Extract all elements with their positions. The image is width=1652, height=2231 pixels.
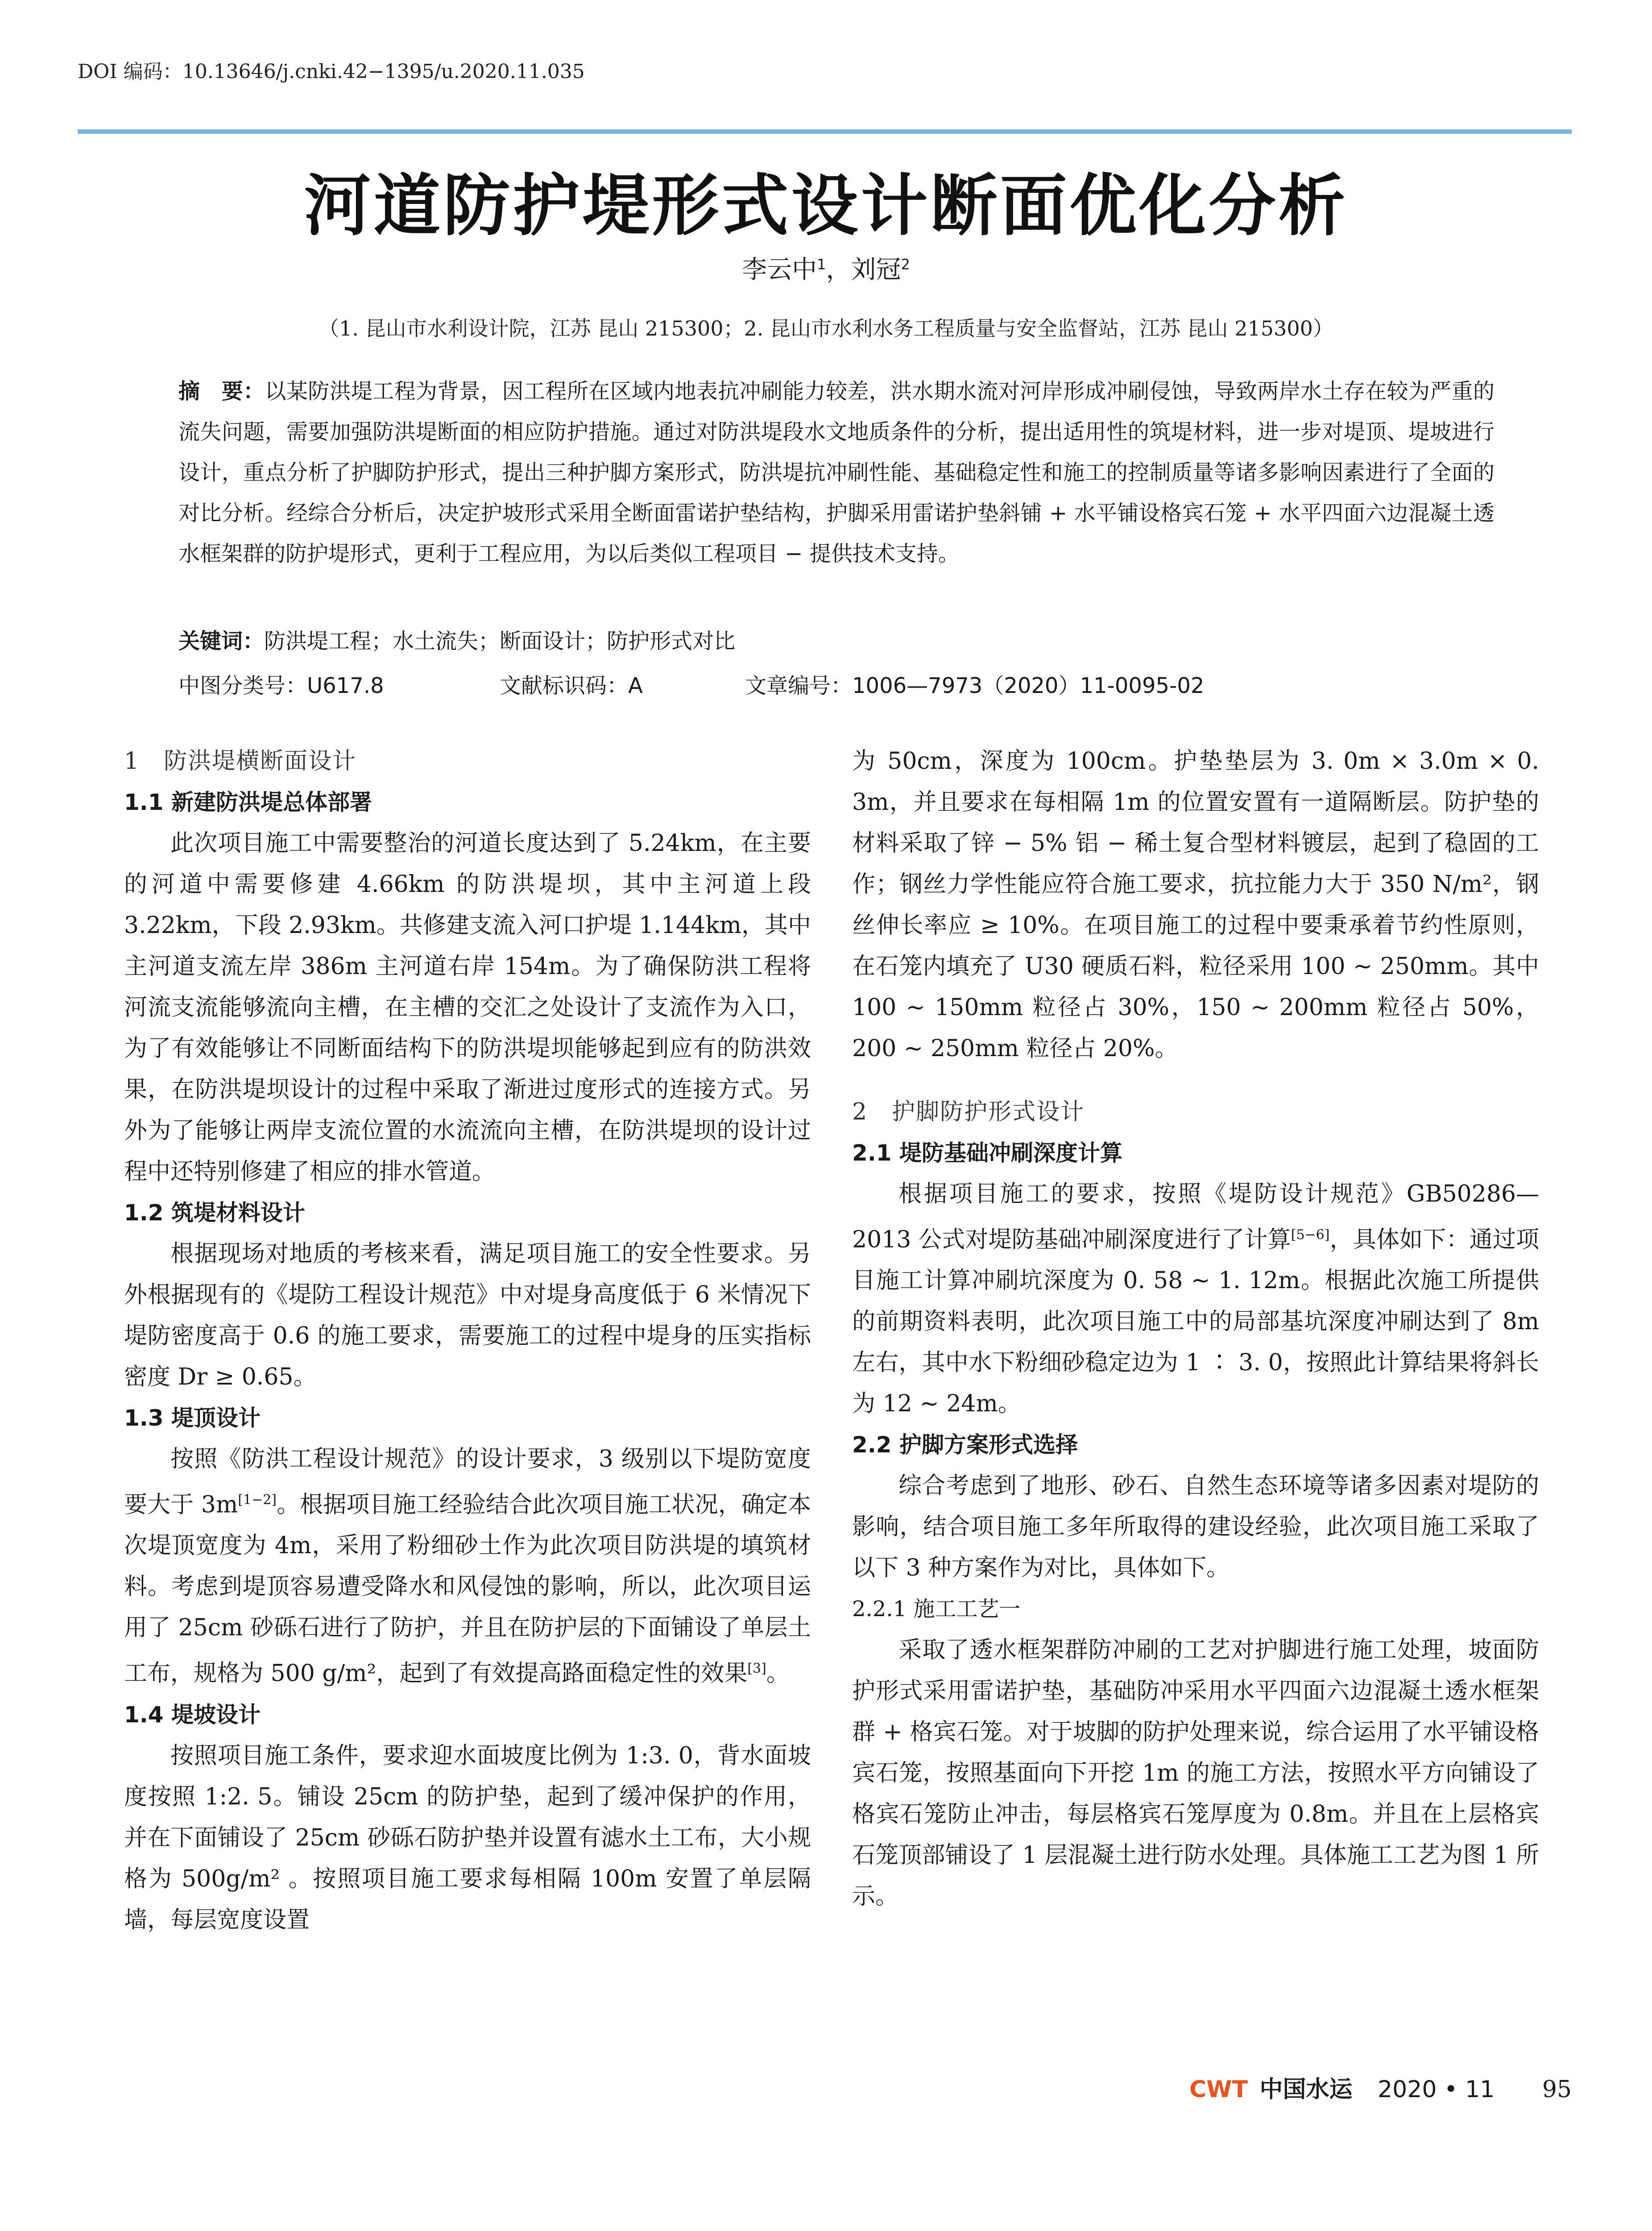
paragraph-text: 按照《防洪工程设计规范》的设计要求，3 级别以下堤防宽度要大于 3m: [124, 1446, 811, 1518]
paragraph: 综合考虑到了地形、砂石、自然生态环境等诸多因素对堤防的影响，结合项目施工多年所取得的建设经验，此次项目施工采取了以下 3 种方案作为对比，具体如下。: [852, 1472, 1539, 1582]
subsection-heading: 1.4 堤坡设计: [124, 1701, 261, 1728]
keywords-text: 防洪堤工程；水土流失；断面设计；防护形式对比: [264, 629, 736, 654]
subsection-heading: 2.1 堤防基础冲刷深度计算: [852, 1140, 1122, 1166]
citation: [1−2]: [238, 1492, 277, 1508]
abstract-label: 摘 要：: [178, 379, 265, 404]
author-1: 李云中: [742, 255, 817, 284]
paragraph: 为 50cm，深度为 100cm。护垫垫层为 3. 0m × 3.0m × 0. 3m，并且要求在每相隔 1m 的位置安置有一道隔断层。防护垫的材料采取了锌 − 5% 铝 − 稀土复合型材料镀层，起到了稳固的工作；钢丝力学性能应符合施工要求，抗拉能力大于 350 N/m²，钢丝伸长率应 ≥ 10%。在项目施工的过程中要秉承着节约性原则，在石笼内填充了 U30 硬质石料，粒径采用 100 ~ 250mm。其中 100 ~ 150mm 粒径占 30%，150 ~ 200mm 粒径占 50%，200 ~ 250mm 粒径占 20%。: [852, 748, 1539, 1062]
paragraph: 此次项目施工中需要整治的河道长度达到了 5.24km，在主要的河道中需要修建 4.66km 的防洪堤坝，其中主河道上段 3.22km，下段 2.93km。共修建支流入河口护堤 1.144km，其中主河道支流左岸 386m 主河道右岸 154m。为了确保防洪工程将河流支流能够流向主槽，在主槽的交汇之处设计了支流作为入口，为了有效能够让不同断面结构下的防洪堤坝能够起到应有的防洪效果，在防洪堤坝设计的过程中采取了渐进过度形式的连接方式。另外为了能够让两岸支流位置的水流流向主槽，在防洪堤坝的设计过程中还特别修建了相应的排水管道。: [124, 830, 811, 1185]
abstract-text: 以某防洪堤工程为背景，因工程所在区域内地表抗冲刷能力较差，洪水期水流对河岸形成冲刷侵蚀，导致两岸水土存在较为严重的流失问题，需要加强防洪堤断面的相应防护措施。通过对防洪堤段水文地质条件的分析，提出适用性的筑堤材料，进一步对堤顶、堤坡进行设计，重点分析了护脚防护形式，提出三种护脚方案形式，防洪堤抗冲刷性能、基础稳定性和施工的控制质量等诸多影响因素进行了全面的对比分析。经综合分析后，决定护坡形式采用全断面雷诺护垫结构，护脚采用雷诺护垫斜铺 + 水平铺设格宾石笼 + 水平四面六边混凝土透水框架群的防护堤形式，更利于工程应用，为以后类似工程项目 − 提供技术支持。: [178, 379, 1495, 566]
paper-title: 河道防护堤形式设计断面优化分析: [304, 167, 1348, 245]
author-1-affil: 1: [817, 256, 826, 273]
right-column: [852, 741, 1539, 1917]
header-rule: [78, 129, 1572, 134]
paragraph-text: 。根据项目施工经验结合此次项目施工状况，确定本次堤顶宽度为 4m，采用了粉细砂土作为此次项目防洪堤的填筑材料。考虑到堤顶容易遭受降水和风侵蚀的影响，所以，此次项目运用了 25cm 砂砾石进行了防护，并且在防护层的下面铺设了单层土工布，规格为 500 g/m²，起到了有效提高路面稳定性的效果: [124, 1491, 811, 1687]
paragraph-text: 根据项目施工的要求，按照《堤防设计规范》GB50286—2013 公式对堤防基础冲刷深度进行了计算: [852, 1181, 1539, 1253]
authors: [0, 250, 1652, 286]
author-separator: ，: [826, 255, 851, 284]
subsection-heading: 1.2 筑堤材料设计: [124, 1200, 305, 1226]
spacer: [852, 1069, 1539, 1091]
page-footer: [1189, 2070, 1572, 2104]
author-2: 刘冠: [851, 255, 901, 284]
journal-logo: CWT: [1189, 2076, 1248, 2103]
article-number: 文章编号：1006—7973（2020）11-0095-02: [745, 673, 1205, 698]
clc-number: 中图分类号：U617.8: [178, 673, 384, 698]
citation: [5−6]: [1291, 1227, 1330, 1243]
paragraph: 采取了透水框架群防冲刷的工艺对护脚进行施工处理，坡面防护形式采用雷诺护垫，基础防冲采用水平四面六边混凝土透水框架群 + 格宾石笼。对于坡脚的防护处理来说，综合运用了水平铺设格宾石笼，按照基面向下开挖 1m 的施工方法，按照水平方向铺设了格宾石笼防止冲击，每层格宾石笼厚度为 0.8m。并且在上层格宾石笼顶部铺设了 1 层混凝土进行防水处理。具体施工工艺为图 1 所示。: [852, 1637, 1539, 1910]
author-2-affil: 2: [901, 256, 910, 273]
keywords: [178, 624, 1495, 655]
doi-line: DOI 编码：10.13646/j.cnki.42−1395/u.2020.11.035: [78, 60, 585, 83]
page-number: 95: [1542, 2076, 1572, 2103]
paragraph: 根据现场对地质的考核来看，满足项目施工的安全性要求。另外根据现有的《堤防工程设计规范》中对堤身高度低于 6 米情况下堤防密度高于 0.6 的施工要求，需要施工的过程中堤身的压实指标密度 Dr ≥ 0.65。: [124, 1240, 811, 1390]
paragraph: [852, 1174, 1539, 1424]
subsection-heading: 2.2 护脚方案形式选择: [852, 1432, 1078, 1458]
keywords-label: 关键词：: [178, 629, 265, 654]
paragraph: [124, 1439, 811, 1694]
affiliation: （1. 昆山市水利设计院，江苏 昆山 215300；2. 昆山市水利水务工程质量与安全监督站，江苏 昆山 215300）: [319, 316, 1333, 340]
paragraph: 按照项目施工条件，要求迎水面坡度比例为 1:3. 0，背水面坡度按照 1:2. 5。铺设 25cm 的防护垫，起到了缓冲保护的作用，并在下面铺设了 25cm 砂砾石防护垫并设置有滤水土工布，大小规格为 500g/m² 。按照项目施工要求每相隔 100m 安置了单层隔墙，每层宽度设置: [124, 1742, 811, 1933]
section-heading: 1 防洪堤横断面设计: [124, 748, 357, 775]
paragraph-text: ，具体如下：通过项目施工计算冲刷坑深度为 0. 58 ~ 1. 12m。根据此次施工所提供的前期资料表明，此次项目施工中的局部基坑深度冲刷达到了 8m 左右，其中水下粉细砂稳定边为 1 ∶ 3. 0，按照此计算结果将斜长为 12 ~ 24m。: [852, 1226, 1539, 1418]
abstract: [178, 371, 1495, 574]
document-code: 文献标识码：A: [500, 673, 643, 698]
subsubsection-heading: 2.2.1 施工工艺一: [852, 1597, 1021, 1622]
left-column: [124, 741, 811, 1941]
issue-date: 2020 • 11: [1378, 2076, 1495, 2103]
citation: [3]: [747, 1661, 766, 1677]
section-heading: 2 护脚防护形式设计: [852, 1099, 1085, 1125]
journal-name: 中国水运: [1259, 2076, 1353, 2103]
paragraph-text: 。: [766, 1660, 790, 1687]
subsection-heading: 1.1 新建防洪堤总体部署: [124, 789, 372, 815]
subsection-heading: 1.3 堤顶设计: [124, 1405, 261, 1431]
